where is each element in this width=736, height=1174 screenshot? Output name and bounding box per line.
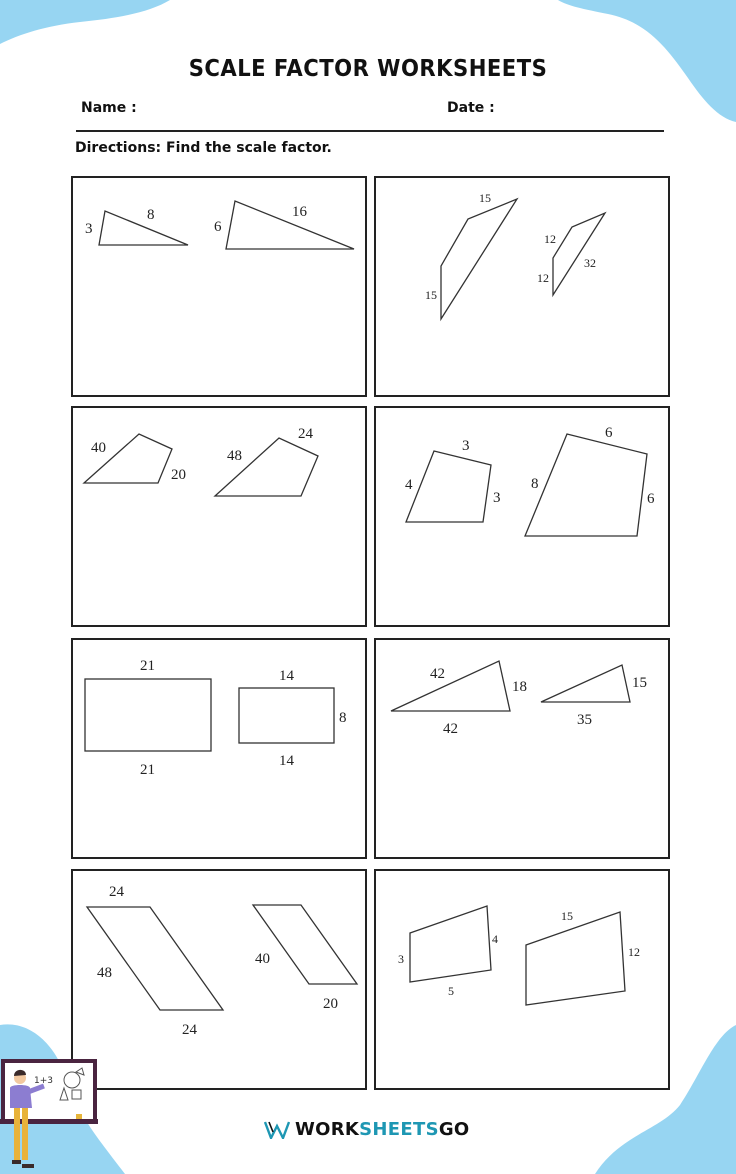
quadrilateral-a — [406, 451, 491, 522]
w-logo-icon — [264, 1121, 290, 1139]
svg-text:3: 3 — [398, 952, 404, 966]
page-title: SCALE FACTOR WORKSHEETS — [188, 56, 548, 82]
svg-text:21: 21 — [140, 658, 155, 674]
quadrilateral-b — [526, 912, 625, 1005]
logo-text-work: WORK — [295, 1119, 360, 1140]
triangle-a — [99, 211, 188, 245]
svg-text:1+3: 1+3 — [34, 1076, 53, 1086]
svg-text:48: 48 — [227, 448, 242, 464]
problem-box-5 — [71, 638, 367, 859]
svg-text:18: 18 — [512, 679, 527, 695]
svg-text:12: 12 — [537, 271, 549, 285]
triangle-b — [541, 665, 630, 702]
triangle-a — [391, 661, 510, 711]
svg-text:4: 4 — [492, 932, 498, 946]
svg-text:6: 6 — [605, 425, 613, 441]
problem-5-figures — [73, 640, 369, 861]
svg-text:15: 15 — [425, 288, 437, 302]
name-label: Name : — [81, 100, 137, 116]
svg-text:6: 6 — [214, 219, 222, 235]
teacher-whiteboard-illustration — [0, 1058, 100, 1174]
problem-6-figures — [376, 640, 672, 861]
problem-1-figures — [73, 178, 369, 399]
svg-text:20: 20 — [171, 467, 186, 483]
svg-text:32: 32 — [584, 256, 596, 270]
svg-text:12: 12 — [544, 232, 556, 246]
svg-text:8: 8 — [147, 207, 155, 223]
parallelogram-a — [87, 907, 223, 1010]
logo-text-sheets: SHEETS — [359, 1119, 439, 1140]
svg-text:35: 35 — [577, 712, 592, 728]
svg-text:40: 40 — [255, 951, 270, 967]
svg-text:16: 16 — [292, 204, 307, 220]
logo-text-go: GO — [438, 1119, 470, 1140]
rectangle-b — [239, 688, 334, 743]
svg-text:5: 5 — [448, 984, 454, 998]
date-label: Date : — [447, 100, 495, 116]
problem-7-figures — [73, 871, 369, 1092]
header-divider — [76, 130, 664, 132]
quadrilateral-a — [410, 906, 491, 982]
svg-text:3: 3 — [462, 438, 470, 454]
svg-text:14: 14 — [279, 668, 294, 684]
rectangle-a — [85, 679, 211, 751]
svg-text:12: 12 — [628, 945, 640, 959]
quadrilateral-b — [525, 434, 647, 536]
svg-text:24: 24 — [182, 1022, 197, 1038]
problem-3-figures — [73, 408, 369, 629]
decor-blob-top-left — [0, 0, 200, 50]
svg-text:48: 48 — [97, 965, 112, 981]
svg-text:42: 42 — [430, 666, 445, 682]
svg-text:8: 8 — [531, 476, 539, 492]
svg-text:6: 6 — [647, 491, 655, 507]
parallelogram-b — [253, 905, 357, 984]
problem-2-figures — [376, 178, 672, 399]
svg-text:3: 3 — [493, 490, 501, 506]
quadrilateral-b — [215, 438, 318, 496]
svg-text:24: 24 — [109, 884, 124, 900]
problem-4-figures — [376, 408, 672, 629]
svg-text:15: 15 — [561, 909, 573, 923]
triangle-b — [226, 201, 354, 249]
svg-text:15: 15 — [632, 675, 647, 691]
svg-text:21: 21 — [140, 762, 155, 778]
problem-8-figures — [376, 871, 672, 1092]
problem-box-3 — [71, 406, 367, 627]
worksheetsgo-logo — [264, 1119, 470, 1140]
problem-box-2 — [374, 176, 670, 397]
svg-text:42: 42 — [443, 721, 458, 737]
svg-text:15: 15 — [479, 191, 491, 205]
quadrilateral-b — [553, 213, 605, 295]
directions-text: Directions: Find the scale factor. — [75, 140, 332, 156]
svg-text:4: 4 — [405, 477, 413, 493]
problem-box-4 — [374, 406, 670, 627]
svg-text:20: 20 — [323, 996, 338, 1012]
problem-box-1 — [71, 176, 367, 397]
quadrilateral-a — [441, 199, 517, 319]
problem-box-7 — [71, 869, 367, 1090]
svg-text:40: 40 — [91, 440, 106, 456]
svg-text:24: 24 — [298, 426, 313, 442]
svg-text:3: 3 — [85, 221, 93, 237]
svg-text:14: 14 — [279, 753, 294, 769]
problem-box-6 — [374, 638, 670, 859]
svg-text:8: 8 — [339, 710, 347, 726]
problem-box-8 — [374, 869, 670, 1090]
